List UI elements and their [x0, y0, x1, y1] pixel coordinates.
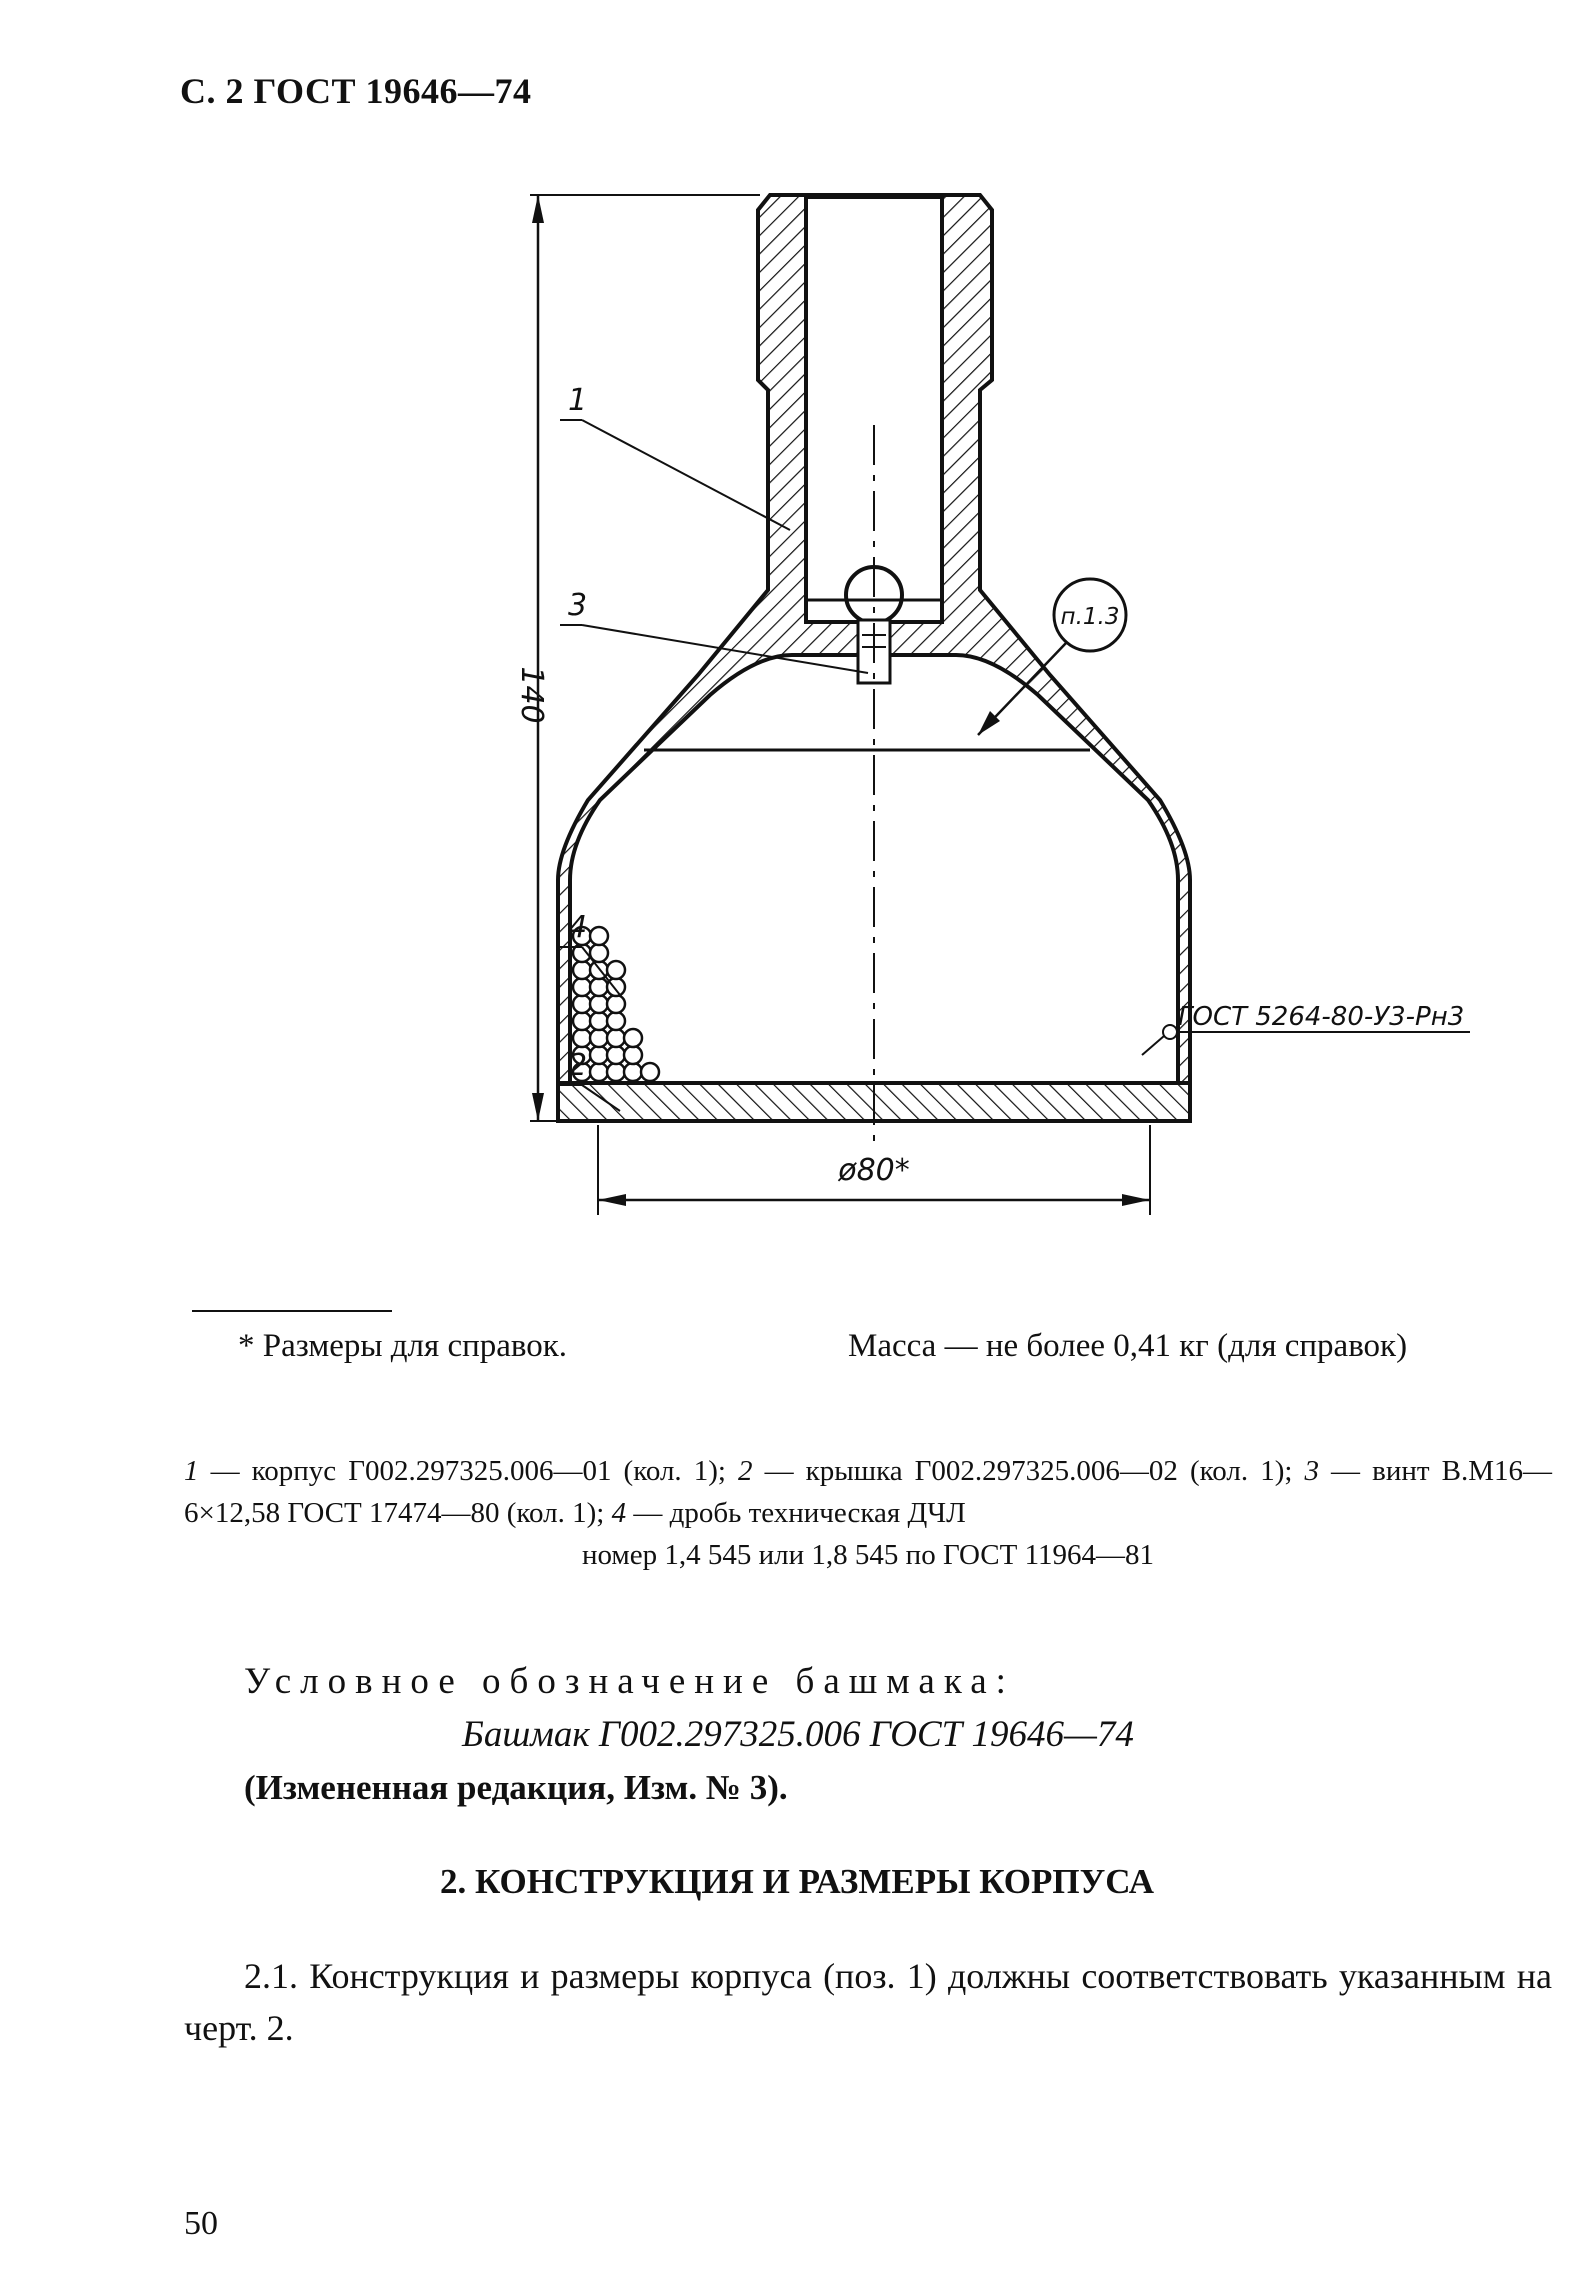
dim-diameter-label: ø80*	[838, 1153, 910, 1188]
clause-ref-label: п.1.3	[1060, 604, 1120, 630]
callout-1: 1	[568, 383, 588, 418]
page-header: С. 2 ГОСТ 19646—74	[180, 71, 532, 111]
callout-3: 3	[568, 588, 588, 623]
callout-2: 2	[568, 1048, 588, 1083]
revision-note: (Измененная редакция, Изм. № 3).	[244, 1768, 788, 1807]
parts-legend	[184, 1450, 1552, 1576]
part-4-text: — дробь техническая ДЧЛ	[626, 1497, 966, 1529]
designation-label: Условное обозначение башмака:	[244, 1661, 1015, 1702]
dim-height-label: 140	[514, 666, 549, 724]
technical-drawing	[470, 175, 1490, 1245]
part-3-text: — винт В.М16—6×12,58 ГОСТ 17474—80 (кол. 1);	[184, 1455, 1552, 1529]
part-1-num: 1	[184, 1455, 199, 1487]
part-4-continuation: номер 1,4 545 или 1,8 545 по ГОСТ 11964—81	[581, 1539, 1155, 1571]
part-2-text: — крышка Г002.297325.006—02 (кол. 1);	[752, 1455, 1293, 1487]
mass-note: Масса — не более 0,41 кг (для справок)	[848, 1328, 1408, 1364]
part-4-num: 4	[611, 1497, 627, 1529]
weld-spec-label: ГОСТ 5264-80-У3-Рн3	[1178, 1002, 1465, 1032]
footnote-reference-note: * Размеры для справок.	[238, 1328, 568, 1364]
callout-4: 4	[568, 910, 588, 945]
footnote-divider	[192, 1310, 392, 1312]
part-2-num: 2	[738, 1455, 753, 1487]
page-number: 50	[184, 2205, 218, 2242]
part-3-num: 3	[1304, 1455, 1319, 1487]
part-1-text: — корпус Г002.297325.006—01 (кол. 1);	[198, 1455, 739, 1487]
section-title: 2. КОНСТРУКЦИЯ И РАЗМЕРЫ КОРПУСА	[440, 1862, 1155, 1901]
section-paragraph: 2.1. Конструкция и размеры корпуса (поз. 1) должны соответствовать указанным на черт. 2.	[184, 1956, 1552, 2048]
designation-code: Башмак Г002.297325.006 ГОСТ 19646—74	[462, 1714, 1134, 1755]
